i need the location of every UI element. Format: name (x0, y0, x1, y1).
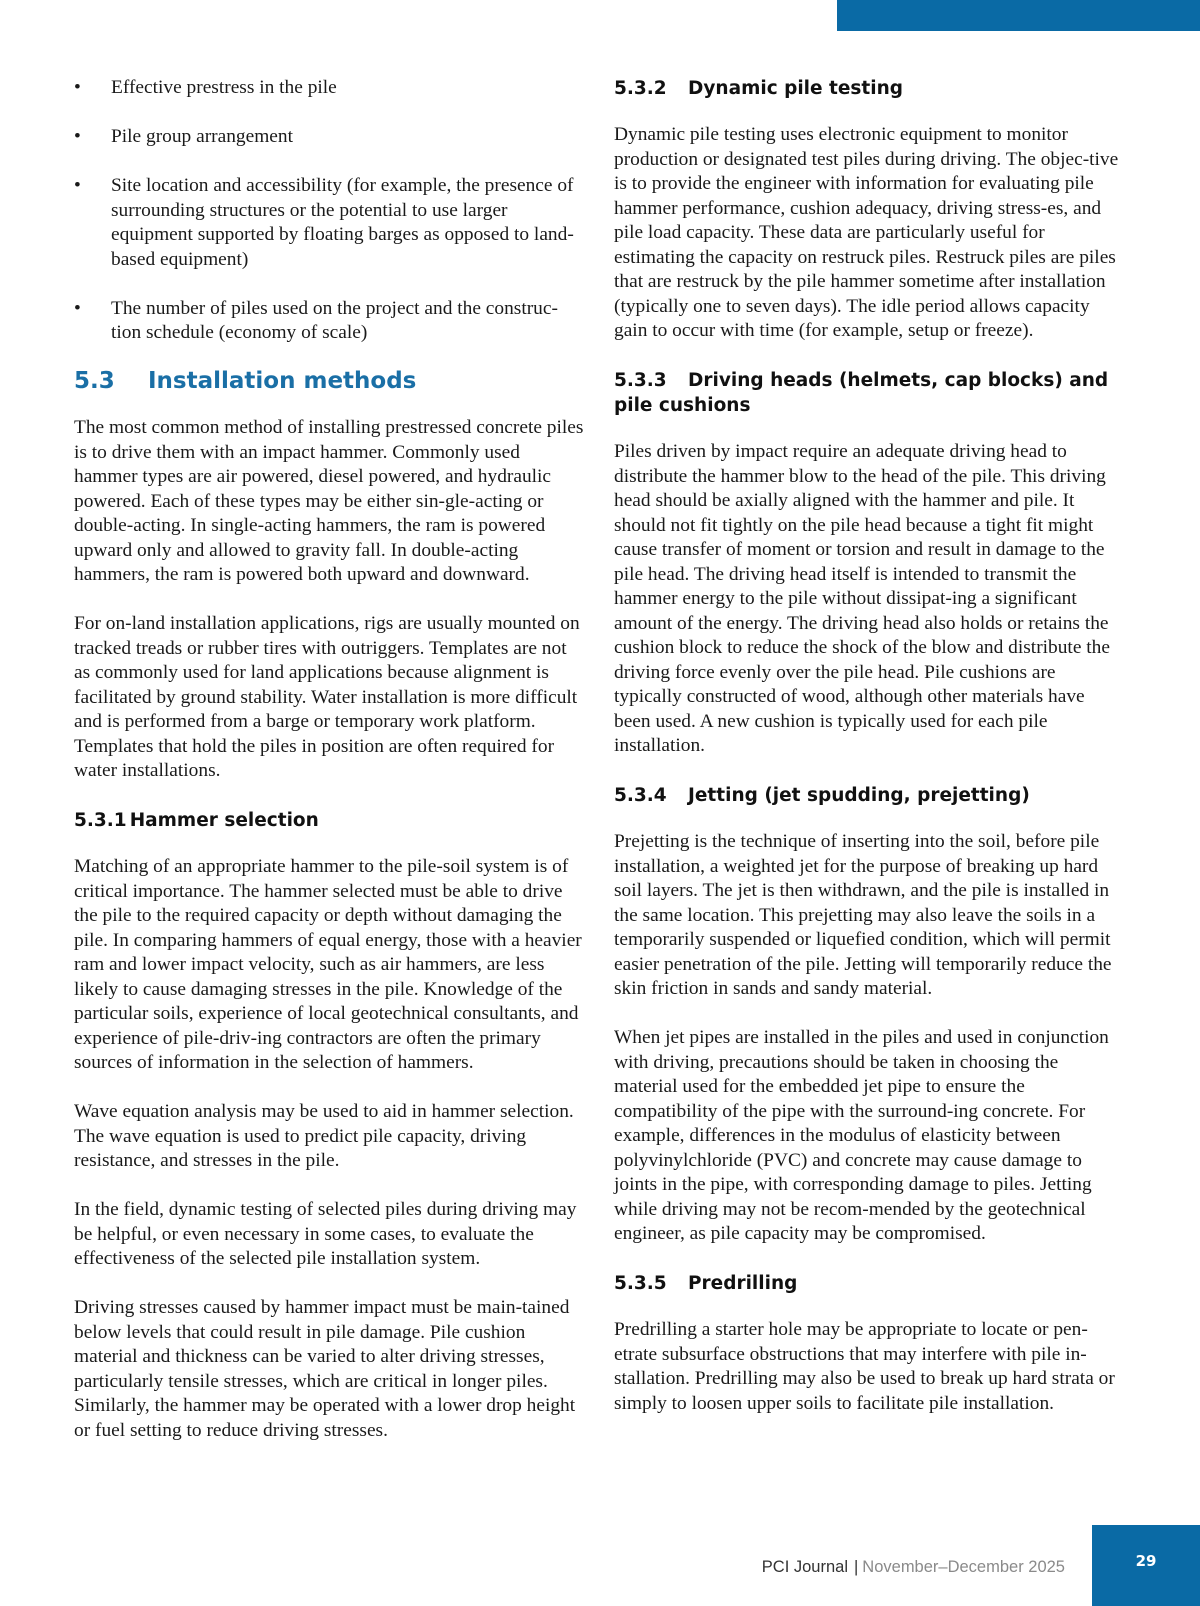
footer-text (762, 1558, 1065, 1577)
issue-date: November–December 2025 (862, 1558, 1065, 1576)
right-column (614, 76, 1126, 1441)
journal-name: PCI Journal (761, 1558, 848, 1576)
bullet-icon: • (74, 175, 81, 196)
bullet-list (74, 76, 586, 346)
list-item: • The number of piles used on the project and the construc-tion schedule (economy of scale) (74, 297, 558, 343)
paragraph: Matching of an appropriate hammer to the pile-soil system is of critical importance. The hammer selected must be able to drive the pile to the required capacity or depth without damaging the pile. In comparing hammers of equal energy, those with a heavier ram and lower impact velocity, such as air hammers, are less likely to cause damaging stresses in the pile. Knowledge of the particular soils, experience of local geotechnical consultants, and experience of pile-driv-ing contractors are often the primary sources of information in the selection of hammers. (74, 856, 582, 1073)
subsection-heading-5-3-5: 5.3.5 Predrilling (614, 1273, 798, 1294)
paragraph: Predrilling a starter hole may be appropriate to locate or pen-etrate subsurface obstructions that may interfere with pile in-stallation. Predrilling may also be used to break up hard strata or simply to loosen upper soils to facilitate pile installation. (614, 1319, 1115, 1414)
bullet-icon: • (74, 77, 81, 98)
page-footer (0, 1525, 1200, 1606)
paragraph: Wave equation analysis may be used to aid in hammer selection. The wave equation is used to predict pile capacity, driving resistance, and stresses in the pile. (74, 1101, 574, 1171)
page-number-box (1092, 1525, 1200, 1606)
footer-separator: | (854, 1558, 859, 1576)
paragraph: Prejetting is the technique of inserting into the soil, before pile installation, a weighted jet for the purpose of breaking up hard soil layers. The jet is then withdrawn, and the pile is installed in the same location. This prejetting may also leave the soils in a temporarily suspended or liquefied condition, which will permit easier penetration of the pile. Jetting will temporarily reduce the skin friction in sands and sandy material. (614, 831, 1112, 999)
list-item: • Effective prestress in the pile (74, 76, 586, 101)
paragraph: Dynamic pile testing uses electronic equipment to monitor production or designated test piles during driving. The objec-tive is to provide the engineer with information for evaluating pile hammer performance, cushion adequacy, driving stress-es, and pile load capacity. These data are particularly useful for estimating the capacity on restruck piles. Restruck piles are piles that are restruck by the pile hammer sometime after installation (typically one to seven days). The idle period allows capacity gain to occur with time (for example, setup or freeze). (614, 124, 1119, 341)
subsection-heading-5-3-2: 5.3.2 Dynamic pile testing (614, 78, 904, 99)
list-item: • Pile group arrangement (74, 125, 586, 150)
paragraph: When jet pipes are installed in the piles and used in conjunction with driving, precautions should be taken in choosing the material used for the embedded jet pipe to ensure the compatibility of the pipe with the surround-ing concrete. For example, differences in the modulus of elasticity between polyvinylchloride (PVC) and concrete may cause damage to joints in the pipe, with corresponding damage to piles. Jetting while driving may not be recom-mended by the geotechnical engineer, as pile capacity may be compromised. (614, 1027, 1109, 1244)
left-column (74, 76, 586, 1468)
subsection-heading-5-3-1: 5.3.1 Hammer selection (74, 810, 319, 831)
subsection-heading-5-3-4: 5.3.4 Jetting (jet spudding, prejetting) (614, 785, 1030, 806)
bullet-icon: • (74, 126, 81, 147)
bullet-icon: • (74, 297, 81, 319)
section-heading-5-3: 5.3 Installation methods (74, 368, 417, 394)
page-number: 29 (1135, 1551, 1157, 1570)
paragraph: The most common method of installing prestressed concrete piles is to drive them with an impact hammer. Commonly used hammer types are air powered, diesel powered, and hydraulic powered. Each of these types may be either sin-gle-acting or double-acting. In single-acting hammers, the ram is powered upward only and allowed to gravity fall. In double-acting hammers, the ram is powered both upward and downward. (74, 417, 584, 585)
paragraph: For on-land installation applications, rigs are usually mounted on tracked treads or rubber tires with outriggers. Templates are not as commonly used for land applications because alignment is facilitated by ground stability. Water installation is more difficult and is performed from a barge or temporary work platform. Templates that hold the piles in position are often required for water installations. (74, 613, 580, 781)
subsection-heading-5-3-3: 5.3.3 Driving heads (helmets, cap blocks) and pile cushions (614, 370, 1109, 416)
top-accent-bar (837, 0, 1200, 31)
paragraph: Piles driven by impact require an adequate driving head to distribute the hammer blow to the head of the pile. This driving head should be axially aligned with the hammer and pile. It should not fit tightly on the pile head because a tight fit might cause transfer of moment or torsion and result in damage to the pile head. The driving head itself is intended to transmit the hammer energy to the pile without dissipat-ing a significant amount of the energy. The driving head also holds or retains the cushion block to reduce the shock of the blow and distribute the driving force evenly over the pile head. Pile cushions are typically constructed of wood, although other materials have been used. A new cushion is typically used for each pile installation. (614, 441, 1110, 756)
list-item: • Site location and accessibility (for example, the presence of surrounding structures or the potential to use larger equipment supported by floating barges as opposed to land-based equipment) (74, 175, 574, 270)
paragraph: In the field, dynamic testing of selected piles during driving may be helpful, or even necessary in some cases, to evaluate the effectiveness of the selected pile installation system. (74, 1199, 577, 1269)
paragraph: Driving stresses caused by hammer impact must be main-tained below levels that could result in pile damage. Pile cushion material and thickness can be varied to alter driving stresses, particularly tensile stresses, which are critical in longer piles. Similarly, the hammer may be operated with a lower drop height or fuel setting to reduce driving stresses. (74, 1297, 576, 1441)
